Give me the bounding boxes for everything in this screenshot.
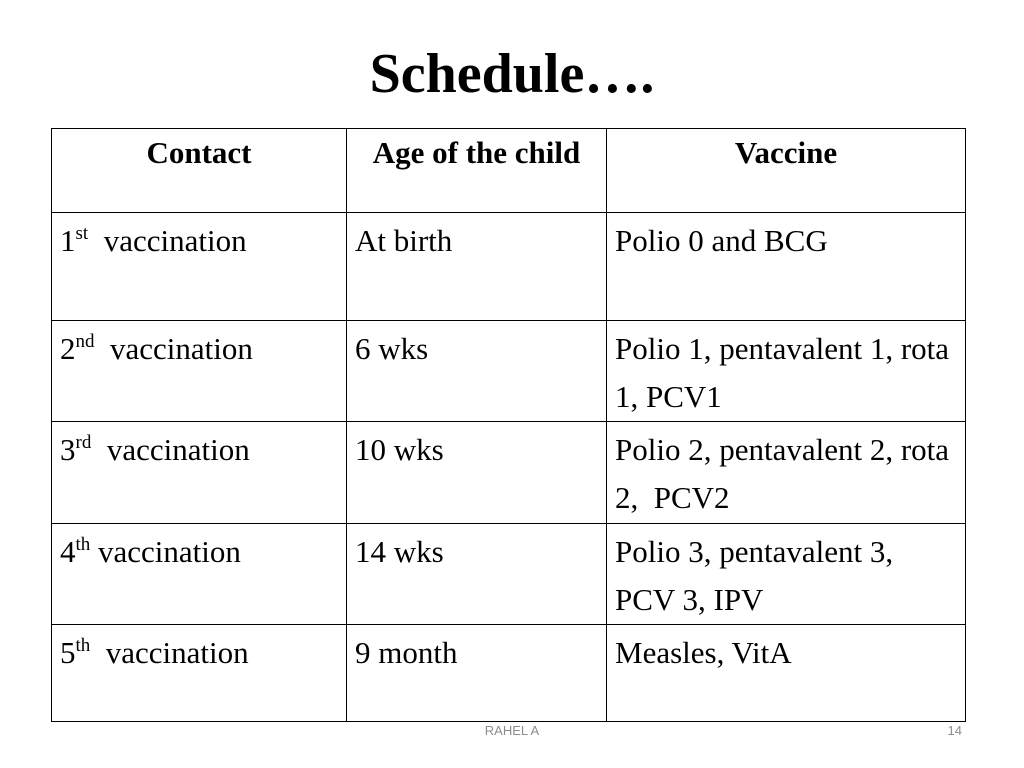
vaccine-cell: Polio 1, pentavalent 1, rota 1, PCV1 (607, 321, 966, 422)
ordinal-suffix: th (75, 635, 91, 656)
contact-cell (52, 625, 347, 722)
table-row (52, 524, 966, 625)
table-row (52, 422, 966, 524)
age-cell: 6 wks (347, 321, 607, 422)
contact-label: vaccination (105, 635, 249, 670)
contact-label: vaccination (110, 331, 253, 366)
vaccine-cell: Polio 2, pentavalent 2, rota 2, PCV2 (607, 422, 966, 524)
vaccine-cell: Polio 3, pentavalent 3, PCV 3, IPV (607, 524, 966, 625)
contact-number: 3 (60, 432, 76, 467)
table-header-row (52, 129, 966, 213)
header-vaccine: Vaccine (607, 129, 966, 213)
contact-label: vaccination (98, 534, 241, 569)
ordinal-suffix: st (75, 223, 89, 244)
contact-number: 4 (60, 534, 76, 569)
ordinal-suffix: rd (75, 432, 92, 453)
table-row (52, 321, 966, 422)
header-age: Age of the child (347, 129, 607, 213)
contact-cell (52, 213, 347, 321)
contact-number: 5 (60, 635, 76, 670)
contact-label: vaccination (106, 432, 250, 467)
vaccine-cell: Polio 0 and BCG (607, 213, 966, 321)
age-cell: 14 wks (347, 524, 607, 625)
age-cell: 10 wks (347, 422, 607, 524)
table-row (52, 213, 966, 321)
contact-label: vaccination (103, 223, 247, 258)
contact-cell (52, 524, 347, 625)
schedule-table (51, 128, 966, 722)
age-cell: 9 month (347, 625, 607, 722)
table-row (52, 625, 966, 722)
header-contact: Contact (52, 129, 347, 213)
vaccine-cell: Measles, VitA (607, 625, 966, 722)
ordinal-suffix: th (75, 534, 91, 555)
contact-cell (52, 321, 347, 422)
footer-author: RAHEL A (484, 723, 540, 738)
slide-title: Schedule…. (369, 43, 655, 105)
contact-number: 2 (60, 331, 76, 366)
page-number: 14 (947, 723, 962, 738)
age-cell: At birth (347, 213, 607, 321)
contact-cell (52, 422, 347, 524)
contact-number: 1 (60, 223, 76, 258)
ordinal-suffix: nd (75, 331, 95, 352)
